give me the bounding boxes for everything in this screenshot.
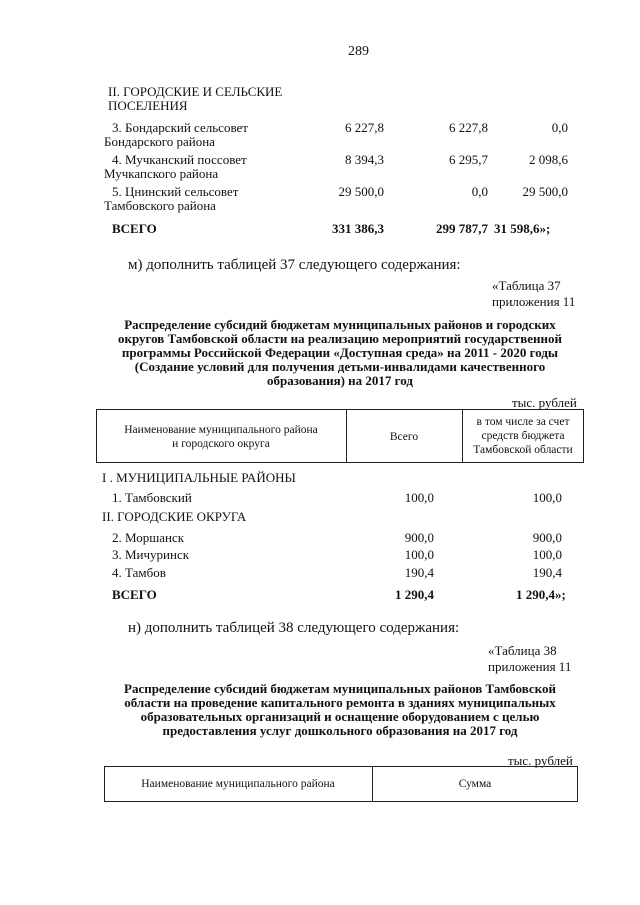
header-name: Наименование муниципального района (124, 424, 318, 436)
total-label: ВСЕГО (112, 221, 157, 236)
title-line: Распределение субсидий бюджетам муниципальных районов Тамбовской (124, 681, 556, 696)
header-total: Всего (389, 431, 419, 443)
cell-federal: 0,0 (551, 120, 568, 135)
total-regional: 299 787,7 (436, 221, 488, 236)
table38-ref-cont: приложения 11 (488, 659, 572, 674)
title-line: (Создание условий для получения детьми-инвалидами качественного (134, 359, 546, 374)
cell-total: 100,0 (404, 490, 434, 505)
header-name: Наименование муниципального района (141, 778, 335, 790)
cell-regional: 0,0 (471, 184, 488, 199)
cell-total: 100,0 (404, 547, 434, 562)
title-line: Распределение субсидий бюджетам муниципальных районов и городских (124, 317, 556, 332)
title-line: образовательных организаций и оснащение оборудованием с целью (140, 709, 540, 724)
row-name-cont: Мучкапского района (104, 166, 219, 181)
cell-incl: 100,0 (532, 490, 562, 505)
cell-total: 6 227,8 (345, 120, 384, 135)
row-name: 4. Мучканский поссовет (112, 152, 247, 167)
total-incl: 1 290,4»; (516, 587, 566, 602)
page-number: 289 (348, 44, 369, 59)
cell-total: 8 394,3 (345, 152, 384, 167)
header-name-cont: и городского округа (172, 438, 270, 450)
section-heading: I . МУНИЦИПАЛЬНЫЕ РАЙОНЫ (102, 470, 296, 485)
table37-ref: «Таблица 37 (492, 278, 561, 293)
cell-regional: 6 227,8 (449, 120, 488, 135)
total-value: 1 290,4 (395, 587, 434, 602)
section-heading-cont: ПОСЕЛЕНИЯ (108, 98, 188, 113)
paragraph-m: м) дополнить таблицей 37 следующего содержания: (128, 257, 461, 273)
title-line: области на проведение капитального ремонта в зданиях муниципальных (124, 695, 556, 710)
row-name-cont: Тамбовского района (104, 198, 216, 213)
total-label: ВСЕГО (112, 587, 157, 602)
title-line: округов Тамбовской области на реализацию мероприятий государственной (118, 331, 562, 346)
row-name: 4. Тамбов (112, 565, 166, 580)
row-name: 3. Мичуринск (112, 547, 190, 562)
cell-regional: 6 295,7 (449, 152, 488, 167)
units-label: тыс. рублей (508, 753, 573, 768)
row-name: 3. Бондарский сельсовет (112, 120, 248, 135)
cell-incl: 900,0 (532, 530, 562, 545)
cell-total: 190,4 (404, 565, 434, 580)
header-sum: Сумма (458, 778, 492, 790)
header-incl-cont: средств бюджета (481, 430, 565, 442)
title-line: программы Российской Федерации «Доступная среда» на 2011 - 2020 годы (121, 345, 559, 360)
table38-ref: «Таблица 38 (488, 643, 557, 658)
row-name: 2. Моршанск (112, 530, 185, 545)
cell-total: 900,0 (404, 530, 434, 545)
title-line: предоставления услуг дошкольного образования на 2017 год (162, 723, 518, 738)
total-federal: 31 598,6»; (494, 221, 551, 236)
table37-ref-cont: приложения 11 (492, 294, 576, 309)
header-incl: в том числе за счет (476, 416, 570, 428)
cell-federal: 2 098,6 (529, 152, 568, 167)
header-incl-cont: Тамбовской области (473, 444, 573, 456)
cell-federal: 29 500,0 (522, 184, 568, 199)
section-heading: II. ГОРОДСКИЕ ОКРУГА (102, 509, 247, 524)
title-line: образования) на 2017 год (267, 373, 413, 388)
section-heading: II. ГОРОДСКИЕ И СЕЛЬСКИЕ (108, 84, 283, 99)
cell-total: 29 500,0 (338, 184, 384, 199)
row-name: 5. Цнинский сельсовет (112, 184, 239, 199)
units-label: тыс. рублей (512, 395, 577, 410)
cell-incl: 190,4 (532, 565, 562, 580)
cell-incl: 100,0 (532, 547, 562, 562)
total-value: 331 386,3 (332, 221, 384, 236)
row-name-cont: Бондарского района (104, 134, 215, 149)
row-name: 1. Тамбовский (112, 490, 192, 505)
paragraph-n: н) дополнить таблицей 38 следующего содержания: (128, 620, 460, 636)
